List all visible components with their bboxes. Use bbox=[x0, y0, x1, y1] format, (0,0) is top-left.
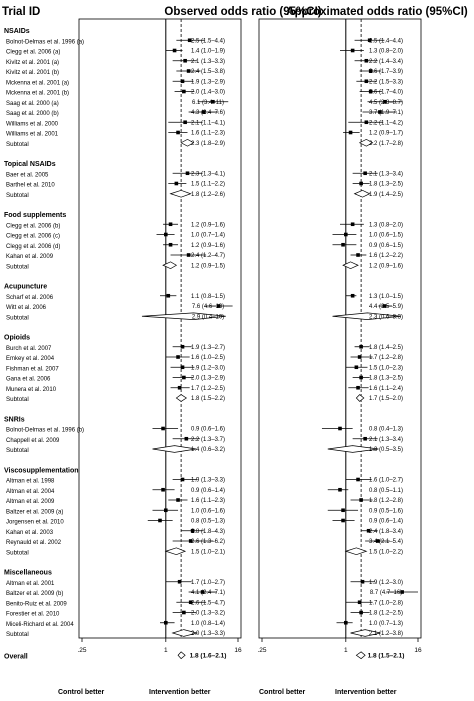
obs-point-estimate bbox=[187, 69, 191, 73]
study-label: Emkey et al. 2004 bbox=[6, 356, 55, 362]
study-label: Baltzer et al. 2009 (b) bbox=[6, 591, 64, 597]
group-heading: Topical NSAIDs bbox=[4, 161, 56, 168]
obs-tick-label: 1 bbox=[163, 647, 168, 654]
approximated-panel-title: Approximated odds ratio (95%CI) bbox=[286, 6, 468, 18]
obs-value-label: 1.2 (0.9–1.6) bbox=[190, 242, 226, 249]
apx-point-estimate bbox=[351, 49, 355, 53]
subtotal-label: Subtotal bbox=[6, 314, 29, 322]
obs-summary-diamond bbox=[171, 190, 191, 197]
obs-value-label: 2.4 (1.5–3.8) bbox=[190, 69, 226, 76]
apx-value-label: 2.6 (1.7–4.0) bbox=[368, 89, 404, 96]
obs-point-estimate bbox=[185, 437, 189, 441]
study-label: Munera et al. 2010 bbox=[6, 386, 57, 393]
apx-point-estimate bbox=[351, 294, 355, 298]
obs-point-estimate bbox=[164, 508, 168, 512]
apx-value-label: 2.6 (1.7–3.9) bbox=[368, 69, 404, 76]
obs-point-estimate bbox=[161, 488, 165, 492]
subtotal-label: Subtotal bbox=[6, 549, 29, 557]
obs-point-estimate bbox=[176, 131, 180, 135]
apx-point-estimate bbox=[356, 386, 360, 390]
obs-value-label: 0.9 (0.6–1.4) bbox=[190, 487, 226, 494]
apx-value-label: 3.4 (2.1–5.4) bbox=[368, 539, 404, 546]
axis-footer bbox=[58, 689, 397, 696]
apx-point-estimate bbox=[349, 131, 353, 135]
apx-value-label: 0.9 (0.5–1.6) bbox=[368, 508, 404, 515]
obs-point-estimate bbox=[176, 498, 180, 502]
obs-value-label: 1.9 (1.3–2.9) bbox=[190, 79, 226, 86]
study-label: Kahan et al. 2003 bbox=[6, 529, 54, 536]
apx-value-label: 1.3 (1.0–1.5) bbox=[368, 293, 404, 300]
obs-value-label: 2.0 (1.3–3.2) bbox=[190, 610, 226, 617]
apx-value-label: 0.9 (0.6–1.5) bbox=[368, 242, 404, 249]
apx-value-label: 1.6 (1.1–2.4) bbox=[368, 385, 404, 392]
subtotal-label: Subtotal bbox=[6, 396, 29, 403]
obs-value-label: 1.8 (1.5–2.2) bbox=[190, 396, 226, 403]
obs-tick-label: .25 bbox=[77, 647, 87, 654]
obs-value-label: 1.9 (1.3–3.3) bbox=[190, 477, 226, 484]
apx-point-estimate bbox=[365, 59, 369, 63]
obs-point-estimate bbox=[176, 355, 180, 359]
subtotal-label: Subtotal bbox=[6, 631, 29, 638]
obs-value-label: 2.2 (1.3–3.7) bbox=[190, 436, 226, 443]
obs-point-estimate bbox=[181, 478, 185, 482]
group-heading: Acupuncture bbox=[4, 283, 48, 291]
study-label: Baltzer et al. 2009 (a) bbox=[6, 509, 64, 516]
obs-point-estimate bbox=[183, 120, 187, 124]
obs-point-estimate bbox=[182, 376, 186, 380]
apx-point-estimate bbox=[344, 621, 348, 625]
obs-summary-diamond bbox=[178, 652, 185, 659]
study-label: Clegg et al. 2006 (d) bbox=[6, 243, 61, 250]
group-heading: Viscosupplementation bbox=[4, 467, 79, 475]
obs-summary-diamond bbox=[163, 262, 176, 269]
apx-value-label: 1.0 (0.6–1.5) bbox=[368, 232, 404, 239]
apx-value-label: 2.2 (1.5–3.3) bbox=[368, 79, 404, 86]
apx-value-label: 2.1 (1.2–3.8) bbox=[368, 631, 404, 638]
subtotal-label: Subtotal bbox=[6, 263, 29, 271]
obs-value-label: 2.0 (1.3–3.3) bbox=[190, 631, 226, 638]
study-label: Gana et al. 2006 bbox=[6, 376, 51, 383]
right-panel-control-better: Control better bbox=[259, 689, 306, 696]
obs-value-label: 4.1 (2.4–7.1) bbox=[190, 590, 226, 597]
obs-point-estimate bbox=[164, 233, 168, 237]
study-label: Altman et al. 2004 bbox=[6, 488, 55, 495]
obs-summary-diamond bbox=[176, 395, 186, 402]
obs-value-label: 7.6 (4.6–13) bbox=[191, 304, 225, 311]
apx-value-label: 4.5 (2.3–8.7) bbox=[368, 99, 404, 106]
obs-value-label: 1.0 (0.8–1.4) bbox=[190, 620, 226, 627]
apx-value-label: 0.8 (0.5–1.1) bbox=[368, 487, 404, 494]
apx-value-label: 2.1 (1.3–3.4) bbox=[368, 171, 404, 178]
apx-point-estimate bbox=[341, 243, 345, 247]
obs-value-label: 2.8 (1.8–4.3) bbox=[190, 528, 226, 535]
study-label: Benito-Ruiz et al. 2009 bbox=[6, 601, 67, 608]
study-label: Mckenna et al. 2001 (b) bbox=[6, 90, 70, 97]
apx-summary-diamond bbox=[356, 652, 365, 659]
obs-value-label: 2.3 (1.3–4.1) bbox=[190, 171, 226, 178]
apx-value-label: 1.5 (1.0–2.3) bbox=[368, 365, 404, 372]
apx-tick-label: 1 bbox=[343, 647, 348, 654]
obs-value-label: 1.0 (0.7–1.4) bbox=[190, 232, 226, 239]
obs-value-label: 2.6 (1.3–6.2) bbox=[190, 539, 226, 546]
obs-point-estimate bbox=[161, 427, 165, 431]
obs-summary-diamond bbox=[153, 446, 197, 453]
study-label: Bolnot-Delmas et al. 1996 (b) bbox=[6, 427, 85, 434]
study-label: Baer et al. 2005 bbox=[6, 172, 49, 179]
right-panel-intervention-better: Intervention better bbox=[335, 689, 397, 696]
apx-point-estimate bbox=[341, 519, 345, 523]
apx-point-estimate bbox=[358, 600, 362, 604]
apx-point-estimate bbox=[359, 498, 363, 502]
apx-point-estimate bbox=[359, 345, 363, 349]
obs-point-estimate bbox=[158, 519, 162, 523]
obs-value-label: 1.5 (1.1–2.2) bbox=[190, 181, 226, 188]
apx-point-estimate bbox=[344, 233, 348, 237]
obs-value-label: 1.9 (1.3–2.7) bbox=[190, 344, 226, 351]
apx-value-label: 0.9 (0.6–1.4) bbox=[368, 518, 404, 525]
obs-value-label: 1.8 (1.2–2.6) bbox=[190, 191, 226, 198]
apx-point-estimate bbox=[365, 79, 369, 83]
obs-point-estimate bbox=[178, 386, 182, 390]
apx-value-label: 2.2 (1.4–3.4) bbox=[368, 58, 404, 65]
group-heading: Miscellaneous bbox=[4, 569, 52, 577]
study-label: Witt et al. 2006 bbox=[6, 305, 47, 311]
study-label: Altman et al. 1998 bbox=[6, 478, 55, 485]
obs-value-label: 1.7 (1.2–2.5) bbox=[190, 385, 226, 392]
study-label: Williams et al. 2000 bbox=[6, 121, 59, 128]
apx-value-label: 2.5 (1.4–4.4) bbox=[368, 38, 404, 45]
study-label: Mckenna et al. 2001 (a) bbox=[6, 80, 70, 87]
group-heading: SNRIs bbox=[4, 416, 25, 424]
apx-summary-diamond bbox=[355, 190, 370, 197]
study-label: Fishman et al. 2007 bbox=[6, 366, 59, 373]
obs-value-label: 0.9 (0.6–1.6) bbox=[190, 426, 226, 433]
obs-point-estimate bbox=[175, 182, 179, 186]
apx-point-estimate bbox=[338, 488, 342, 492]
study-label: Clegg et al. 2006 (c) bbox=[6, 233, 61, 240]
study-label: Barthel et al. 2010 bbox=[6, 182, 55, 189]
trial-id-header: Trial ID bbox=[2, 6, 41, 18]
apx-point-estimate bbox=[356, 478, 360, 482]
study-label: Clegg et al. 2006 (b) bbox=[6, 223, 61, 230]
apx-value-label: 1.5 (1.0–2.2) bbox=[368, 549, 404, 556]
apx-point-estimate bbox=[359, 182, 363, 186]
study-label: Chappell et al. 2009 bbox=[6, 437, 60, 444]
obs-value-label: 0.8 (0.5–1.3) bbox=[190, 518, 226, 525]
apx-point-estimate bbox=[363, 437, 367, 441]
apx-value-label: 1.2 (0.9–1.6) bbox=[368, 263, 404, 270]
obs-value-label: 1.0 (0.6–1.6) bbox=[190, 508, 226, 515]
apx-value-label: 1.8 (1.3–2.5) bbox=[368, 375, 404, 382]
apx-tick-label: .25 bbox=[257, 647, 267, 654]
apx-point-estimate bbox=[359, 376, 363, 380]
study-label: Williams et al. 2001 bbox=[6, 131, 59, 138]
obs-point-estimate bbox=[181, 365, 185, 369]
obs-value-label: 1.2 (0.9–1.6) bbox=[190, 222, 226, 229]
apx-value-label: 1.6 (1.0–2.7) bbox=[368, 477, 404, 484]
apx-value-label: 1.9 (1.4–2.5) bbox=[368, 191, 404, 198]
obs-value-label: 2.3 (1.8–2.9) bbox=[190, 140, 226, 147]
obs-value-label: 2.0 (1.4–3.0) bbox=[190, 89, 226, 96]
study-label: Forestier et al. 2010 bbox=[6, 611, 60, 618]
study-label: Altman et al. 2001 bbox=[6, 580, 55, 587]
apx-point-estimate bbox=[338, 427, 342, 431]
apx-point-estimate bbox=[358, 355, 362, 359]
apx-value-label: 8.7 (4.7–16) bbox=[369, 590, 403, 597]
obs-value-label: 2.4 (1.2–4.7) bbox=[190, 253, 226, 260]
obs-point-estimate bbox=[178, 580, 182, 584]
obs-value-label: 2.1 (1.1–4.1) bbox=[190, 120, 226, 127]
apx-point-estimate bbox=[356, 253, 360, 257]
apx-value-label: 1.3 (0.8–2.0) bbox=[368, 48, 404, 55]
obs-value-label: 1.9 (1.2–3.0) bbox=[190, 365, 226, 372]
obs-value-label: 6.1 (3.4–11) bbox=[192, 99, 224, 106]
obs-value-label: 2.9 (0.4–10) bbox=[191, 314, 225, 321]
apx-value-label: 2.2 (1.7–2.8) bbox=[368, 140, 404, 147]
obs-point-estimate bbox=[187, 253, 191, 257]
study-label: Miceli-Richard et al. 2004 bbox=[6, 621, 74, 628]
obs-value-label: 1.6 (1.1–2.3) bbox=[190, 130, 226, 137]
study-label: Clegg et al. 2006 (a) bbox=[6, 49, 61, 56]
study-label: Kivitz et al. 2001 (a) bbox=[6, 59, 60, 66]
obs-value-label: 2.6 (1.5–4.7) bbox=[190, 600, 226, 607]
apx-value-label: 1.3 (0.5–3.5) bbox=[368, 447, 404, 454]
study-label: Reynauld et al. 2002 bbox=[6, 540, 62, 546]
apx-summary-diamond bbox=[346, 548, 367, 555]
apx-value-label: 1.7 (1.5–2.0) bbox=[368, 396, 404, 403]
obs-point-estimate bbox=[182, 611, 186, 615]
obs-value-label: 2.0 (1.3–2.9) bbox=[190, 375, 226, 382]
subtotal-label: Subtotal bbox=[6, 191, 29, 199]
obs-point-estimate bbox=[182, 90, 186, 94]
apx-value-label: 1.6 (1.2–2.2) bbox=[368, 253, 404, 260]
apx-value-label: 3.7 (1.9–7.1) bbox=[368, 110, 404, 117]
apx-value-label: 1.7 (1.0–2.8) bbox=[368, 600, 404, 607]
subtotal-label: Subtotal bbox=[6, 447, 29, 454]
apx-value-label: 0.8 (0.4–1.3) bbox=[368, 426, 404, 433]
apx-point-estimate bbox=[341, 508, 345, 512]
apx-point-estimate bbox=[355, 365, 359, 369]
group-heading: Opioids bbox=[4, 334, 31, 342]
apx-point-estimate bbox=[363, 171, 367, 175]
study-label: Bolnot-Delmas et al. 1996 (a) bbox=[6, 39, 85, 46]
study-label: Burch et al. 2007 bbox=[6, 345, 52, 352]
apx-value-label: 1.3 (0.8–2.0) bbox=[368, 222, 404, 229]
obs-point-estimate bbox=[173, 49, 177, 53]
obs-value-label: 1.4 (0.6–3.2) bbox=[190, 447, 226, 454]
apx-value-label: 1.0 (0.7–1.3) bbox=[368, 620, 404, 627]
apx-value-label: 2.3 (0.6–8.3) bbox=[368, 314, 404, 321]
header-row bbox=[2, 6, 468, 18]
obs-value-label: 1.6 (1.0–2.5) bbox=[190, 355, 226, 362]
study-label: Kahan et al. 2009 bbox=[6, 254, 54, 260]
obs-point-estimate bbox=[164, 621, 168, 625]
apx-value-label: 4.4 (3.5–5.9) bbox=[368, 304, 404, 311]
obs-point-estimate bbox=[181, 79, 185, 83]
apx-tick-label: 16 bbox=[414, 647, 422, 654]
apx-value-label: 1.8 (1.3–2.5) bbox=[368, 181, 404, 188]
study-label: Saag et al. 2000 (a) bbox=[6, 100, 59, 107]
study-label: Scharf et al. 2006 bbox=[6, 294, 54, 301]
obs-value-label: 2.1 (1.3–3.3) bbox=[190, 58, 226, 65]
apx-point-estimate bbox=[361, 580, 365, 584]
obs-value-label: 1.6 (1.1–2.3) bbox=[190, 498, 226, 505]
obs-value-label: 1.2 (0.9–1.5) bbox=[190, 263, 226, 270]
left-panel-intervention-better: Intervention better bbox=[149, 689, 211, 696]
obs-value-label: 1.8 (1.6–2.1) bbox=[189, 652, 227, 660]
apx-point-estimate bbox=[359, 611, 363, 615]
apx-value-label: 2.4 (1.8–3.4) bbox=[368, 528, 404, 535]
group-heading: NSAIDs bbox=[4, 28, 30, 35]
apx-value-label: 1.8 (1.5–2.1) bbox=[367, 652, 405, 660]
obs-value-label: 2.5 (1.5–4.4) bbox=[190, 38, 226, 45]
apx-value-label: 1.8 (1.2–2.8) bbox=[368, 498, 404, 505]
obs-value-label: 4.3 (2.4–7.6) bbox=[190, 110, 226, 117]
obs-point-estimate bbox=[169, 243, 173, 247]
apx-value-label: 2.1 (1.3–3.4) bbox=[368, 436, 404, 443]
apx-value-label: 1.9 (1.2–3.0) bbox=[368, 579, 404, 586]
study-label: Jorgensen et al. 2010 bbox=[6, 519, 64, 526]
obs-point-estimate bbox=[166, 294, 170, 298]
study-label: Saag et al. 2000 (b) bbox=[6, 111, 59, 117]
apx-value-label: 1.2 (0.9–1.7) bbox=[368, 130, 404, 137]
apx-value-label: 1.7 (1.2–2.8) bbox=[368, 355, 404, 362]
obs-point-estimate bbox=[183, 59, 187, 63]
observed-panel-title: Observed odds ratio (95%CI) bbox=[164, 6, 322, 18]
obs-summary-diamond bbox=[166, 548, 185, 555]
apx-point-estimate bbox=[365, 120, 369, 124]
subtotal-label: Subtotal bbox=[6, 140, 29, 148]
obs-value-label: 1.1 (0.8–1.5) bbox=[190, 293, 226, 300]
study-label: Altman et al. 2009 bbox=[6, 499, 55, 505]
group-heading: Food supplements bbox=[4, 212, 67, 219]
obs-point-estimate bbox=[181, 345, 185, 349]
apx-summary-diamond bbox=[356, 395, 363, 402]
overall-label: Overall bbox=[4, 653, 28, 661]
apx-value-label: 1.8 (1.2–2.5) bbox=[368, 610, 404, 617]
obs-value-label: 1.4 (1.0–1.9) bbox=[190, 48, 226, 55]
apx-value-label: 1.8 (1.4–2.5) bbox=[368, 344, 404, 351]
obs-value-label: 1.5 (1.0–2.1) bbox=[190, 549, 226, 556]
apx-value-label: 2.2 (1.1–4.2) bbox=[368, 120, 404, 127]
obs-tick-label: 16 bbox=[234, 647, 242, 654]
obs-point-estimate bbox=[186, 171, 190, 175]
left-panel-control-better: Control better bbox=[58, 689, 105, 696]
apx-point-estimate bbox=[351, 222, 355, 226]
obs-point-estimate bbox=[169, 222, 173, 226]
plot-layer bbox=[4, 19, 422, 660]
study-label: Kivitz et al. 2001 (b) bbox=[6, 70, 60, 76]
obs-value-label: 1.7 (1.0–2.7) bbox=[190, 579, 226, 586]
